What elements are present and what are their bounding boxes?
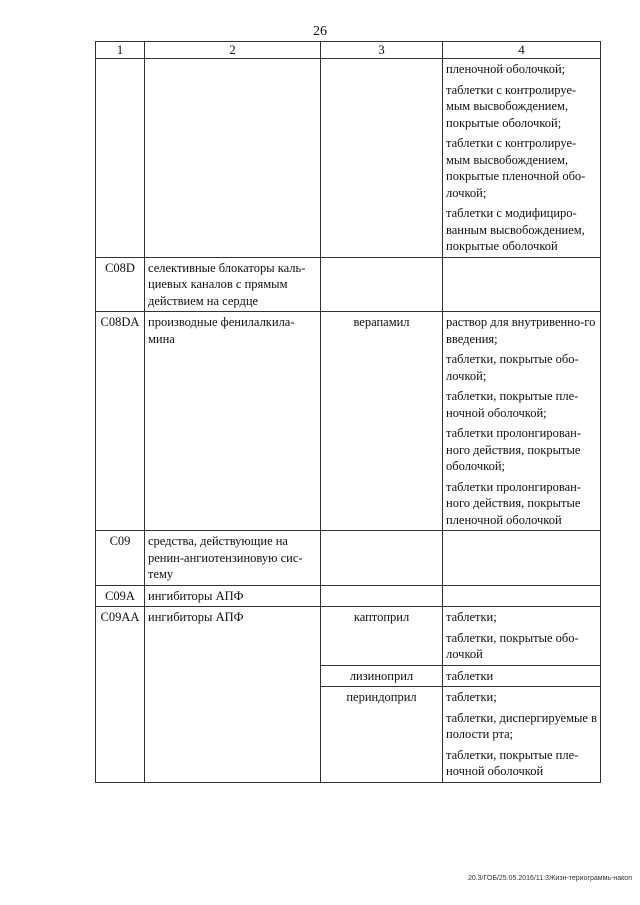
table-row [96,312,601,531]
group-name: средства, действующие на ренин-ангиотензиновую сис-тему [145,531,321,586]
dosage-forms [443,687,601,783]
dosage-forms [443,531,601,586]
atc-code: C09A [96,585,145,607]
dosage-form: таблетки, диспергируемые в полости рта; [446,710,597,741]
group-name [145,59,321,258]
column-header-1: 1 [96,42,145,59]
drug-name: верапамил [321,312,443,531]
dosage-form: таблетки, покрытые обо-лочкой [446,630,579,661]
drug-name [321,59,443,258]
atc-code: C09AA [96,607,145,783]
drug-list-table [95,41,601,783]
table-row [96,531,601,586]
group-name: ингибиторы АПФ [145,607,321,783]
dosage-forms [443,59,601,258]
dosage-form: таблетки; [446,610,497,624]
table-row [96,257,601,312]
dosage-form: таблетки, покрытые пле-ночной оболочкой; [446,389,579,420]
page-number: 26 [313,24,327,39]
drug-name: каптоприл [321,607,443,666]
dosage-form: пленочной оболочкой; [446,62,566,76]
table-row [96,59,601,258]
group-name: ингибиторы АПФ [145,585,321,607]
dosage-forms [443,607,601,666]
drug-name: лизиноприл [321,665,443,687]
dosage-form: таблетки, покрытые обо-лочкой; [446,352,579,383]
atc-code: C08D [96,257,145,312]
dosage-form: раствор для внутривенно-го введения; [446,315,596,346]
atc-code: C09 [96,531,145,586]
drug-name [321,531,443,586]
atc-code [96,59,145,258]
dosage-form: таблетки пролонгирован-ного действия, покрытые оболочкой; [446,426,582,473]
dosage-form: таблетки [446,668,494,683]
footer-stamp: 20.3/ГОБ/25.05.2016/11:3Жизн-териограммь-накоп [467,875,632,882]
column-header-4: 4 [443,42,601,59]
drug-name [321,585,443,607]
column-header-row [96,42,601,59]
dosage-forms [443,585,601,607]
drug-name: периндоприл [321,687,443,783]
column-header-2: 2 [145,42,321,59]
dosage-form: таблетки; [446,690,497,704]
atc-code: C08DA [96,312,145,531]
dosage-form: таблетки пролонгирован-ного действия, покрытые пленочной оболочкой [446,479,582,527]
table-row [96,607,601,666]
group-name: селективные блокаторы каль-циевых каналов с прямым действием на сердце [145,257,321,312]
dosage-forms [443,312,601,531]
drug-name [321,257,443,312]
dosage-form: таблетки с контролируе-мым высвобождением, покрытые пленочной обо-лочкой; [446,136,586,200]
dosage-forms [443,665,601,687]
dosage-form: таблетки с модифициро-ванным высвобождением, покрытые оболочкой [446,206,585,253]
column-header-3: 3 [321,42,443,59]
dosage-form: таблетки, покрытые пле-ночной оболочкой [446,747,579,778]
dosage-form: таблетки с контролируе-мым высвобождением, покрытые оболочкой; [446,82,577,130]
dosage-forms [443,257,601,312]
group-name: производные фенилалкила-мина [145,312,321,531]
table-row [96,585,601,607]
